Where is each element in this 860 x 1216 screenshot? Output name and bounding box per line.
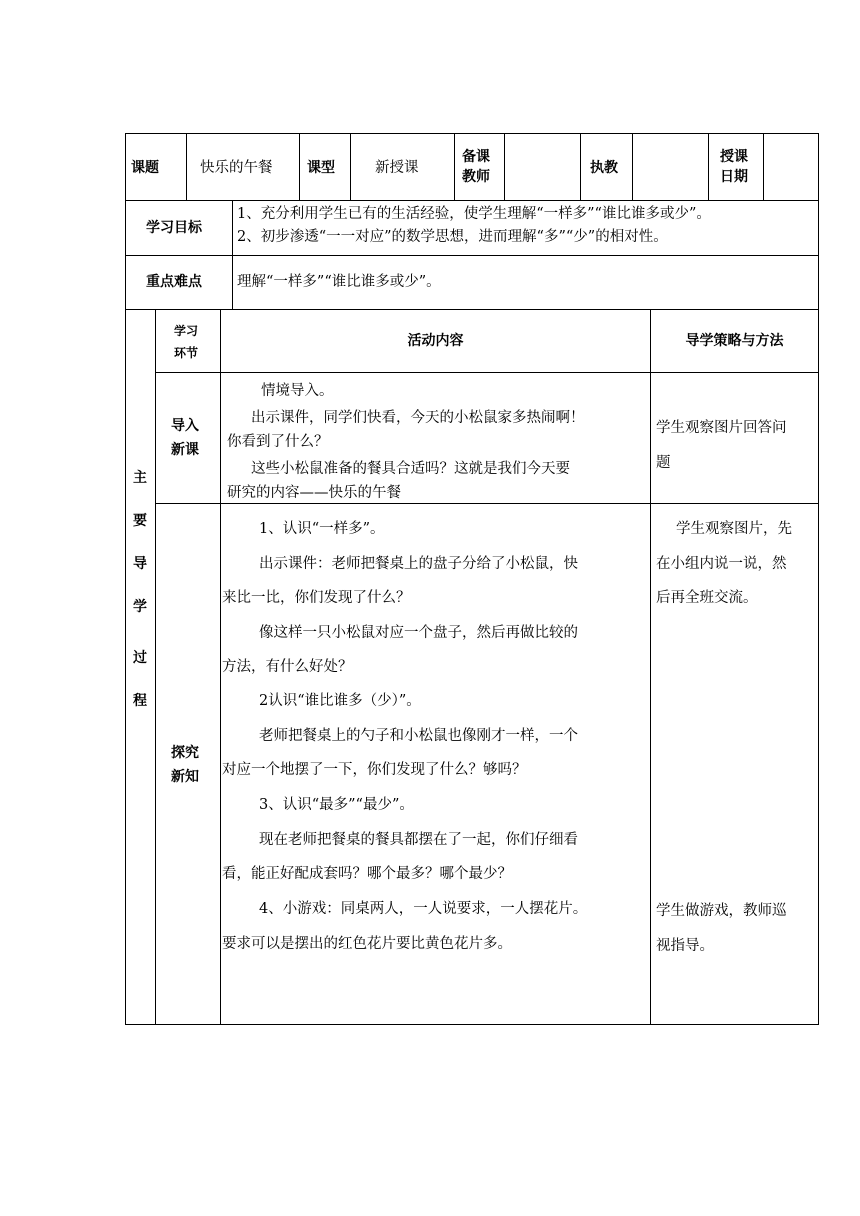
prep-teacher-label-line2: 教师 [462,169,490,185]
activity-line: 3、认识“最多”“最少”。 [259,797,414,813]
date-label-line1: 授课 [720,149,748,165]
strategy-line: 题 [656,455,671,471]
activity-line: 1、认识“一样多”。 [259,521,385,537]
process-side-label-char: 主 [133,470,147,486]
process-side-label-char: 学 [133,599,147,615]
rule [125,255,819,256]
rule [632,133,633,200]
activity-line: 这些小松鼠准备的餐具合适吗？这就是我们今天要 [251,461,570,477]
rule [155,309,156,1025]
stage-label-line2: 新知 [171,769,199,785]
rule [220,309,221,1025]
activity-line: 方法，有什么好处？ [222,659,353,675]
strategy-column-header: 导学策略与方法 [685,333,784,349]
activity-line: 现在老师把餐桌的餐具都摆在了一起，你们仔细看 [259,832,578,848]
activity-line: 情境导入。 [261,383,334,399]
strategy-line: 学生做游戏，教师巡 [656,903,787,919]
stage-column-header-line2: 环节 [174,346,199,360]
strategy-line: 后再全班交流。 [656,590,758,606]
rule [125,1024,819,1025]
activity-line: 研究的内容——快乐的午餐 [227,485,401,501]
strategy-line: 视指导。 [656,938,714,954]
activity-column-header: 活动内容 [407,333,464,349]
activity-line: 出示课件：老师把餐桌上的盘子分给了小松鼠，快 [259,556,578,572]
rule [125,133,126,1025]
activity-line: 来比一比，你们发现了什么？ [222,590,411,606]
rule [125,309,819,310]
strategy-line: 在小组内说一说，然 [656,556,787,572]
key-points-label: 重点难点 [146,274,202,290]
topic-label: 课题 [131,160,159,176]
stage-label-line1: 探究 [171,745,199,761]
lesson-type-label: 课型 [307,160,335,176]
activity-line: 像这样一只小松鼠对应一个盘子，然后再做比较的 [259,625,578,641]
lesson-type-value: 新授课 [375,160,419,176]
rule [232,200,233,309]
rule [155,372,819,373]
rule [763,133,764,200]
rule [454,133,455,200]
rule [186,133,187,200]
rule [504,133,505,200]
activity-line: 老师把餐桌上的勺子和小松鼠也像刚才一样，一个 [259,728,578,744]
rule [350,133,351,200]
process-side-label-char: 程 [133,693,147,709]
rule [580,133,581,200]
topic-value: 快乐的午餐 [200,160,273,176]
rule [818,133,819,1025]
strategy-line: 学生观察图片回答问 [656,420,787,436]
activity-line: 2认识“谁比谁多（少）”。 [259,693,421,709]
prep-teacher-label-line1: 备课 [462,149,490,165]
rule [125,200,819,201]
rule [125,133,819,134]
key-points-text: 理解“一样多”“谁比谁多或少”。 [237,274,441,290]
rule [708,133,709,200]
rule [155,503,819,504]
strategy-line: 学生观察图片，先 [676,521,792,537]
process-side-label-char: 要 [133,513,147,529]
teacher-label: 执教 [590,160,618,176]
date-label-line2: 日期 [720,169,748,185]
activity-line: 出示课件，同学们快看，今天的小松鼠家多热闹啊！ [251,410,585,426]
goal-line: 1、充分利用学生已有的生活经验，使学生理解“一样多”“谁比谁多或少”。 [237,206,711,222]
stage-label-line1: 导入 [171,418,199,434]
activity-line: 看，能正好配成套吗？哪个最多？哪个最少？ [222,866,512,882]
rule [299,133,300,200]
goals-label: 学习目标 [146,220,202,236]
activity-line: 4、小游戏：同桌两人，一人说要求，一人摆花片。 [259,901,588,917]
stage-column-header-line1: 学习 [174,324,199,338]
rule [650,309,651,1025]
process-side-label-char: 导 [133,556,147,572]
activity-line: 要求可以是摆出的红色花片要比黄色花片多。 [222,936,512,952]
activity-line: 你看到了什么？ [227,434,329,450]
stage-label-line2: 新课 [171,442,199,458]
activity-line: 对应一个地摆了一下，你们发现了什么？够吗？ [222,762,527,778]
goal-line: 2、初步渗透“一一对应”的数学思想，进而理解“多”“少”的相对性。 [237,229,668,245]
process-side-label-char: 过 [133,650,147,666]
